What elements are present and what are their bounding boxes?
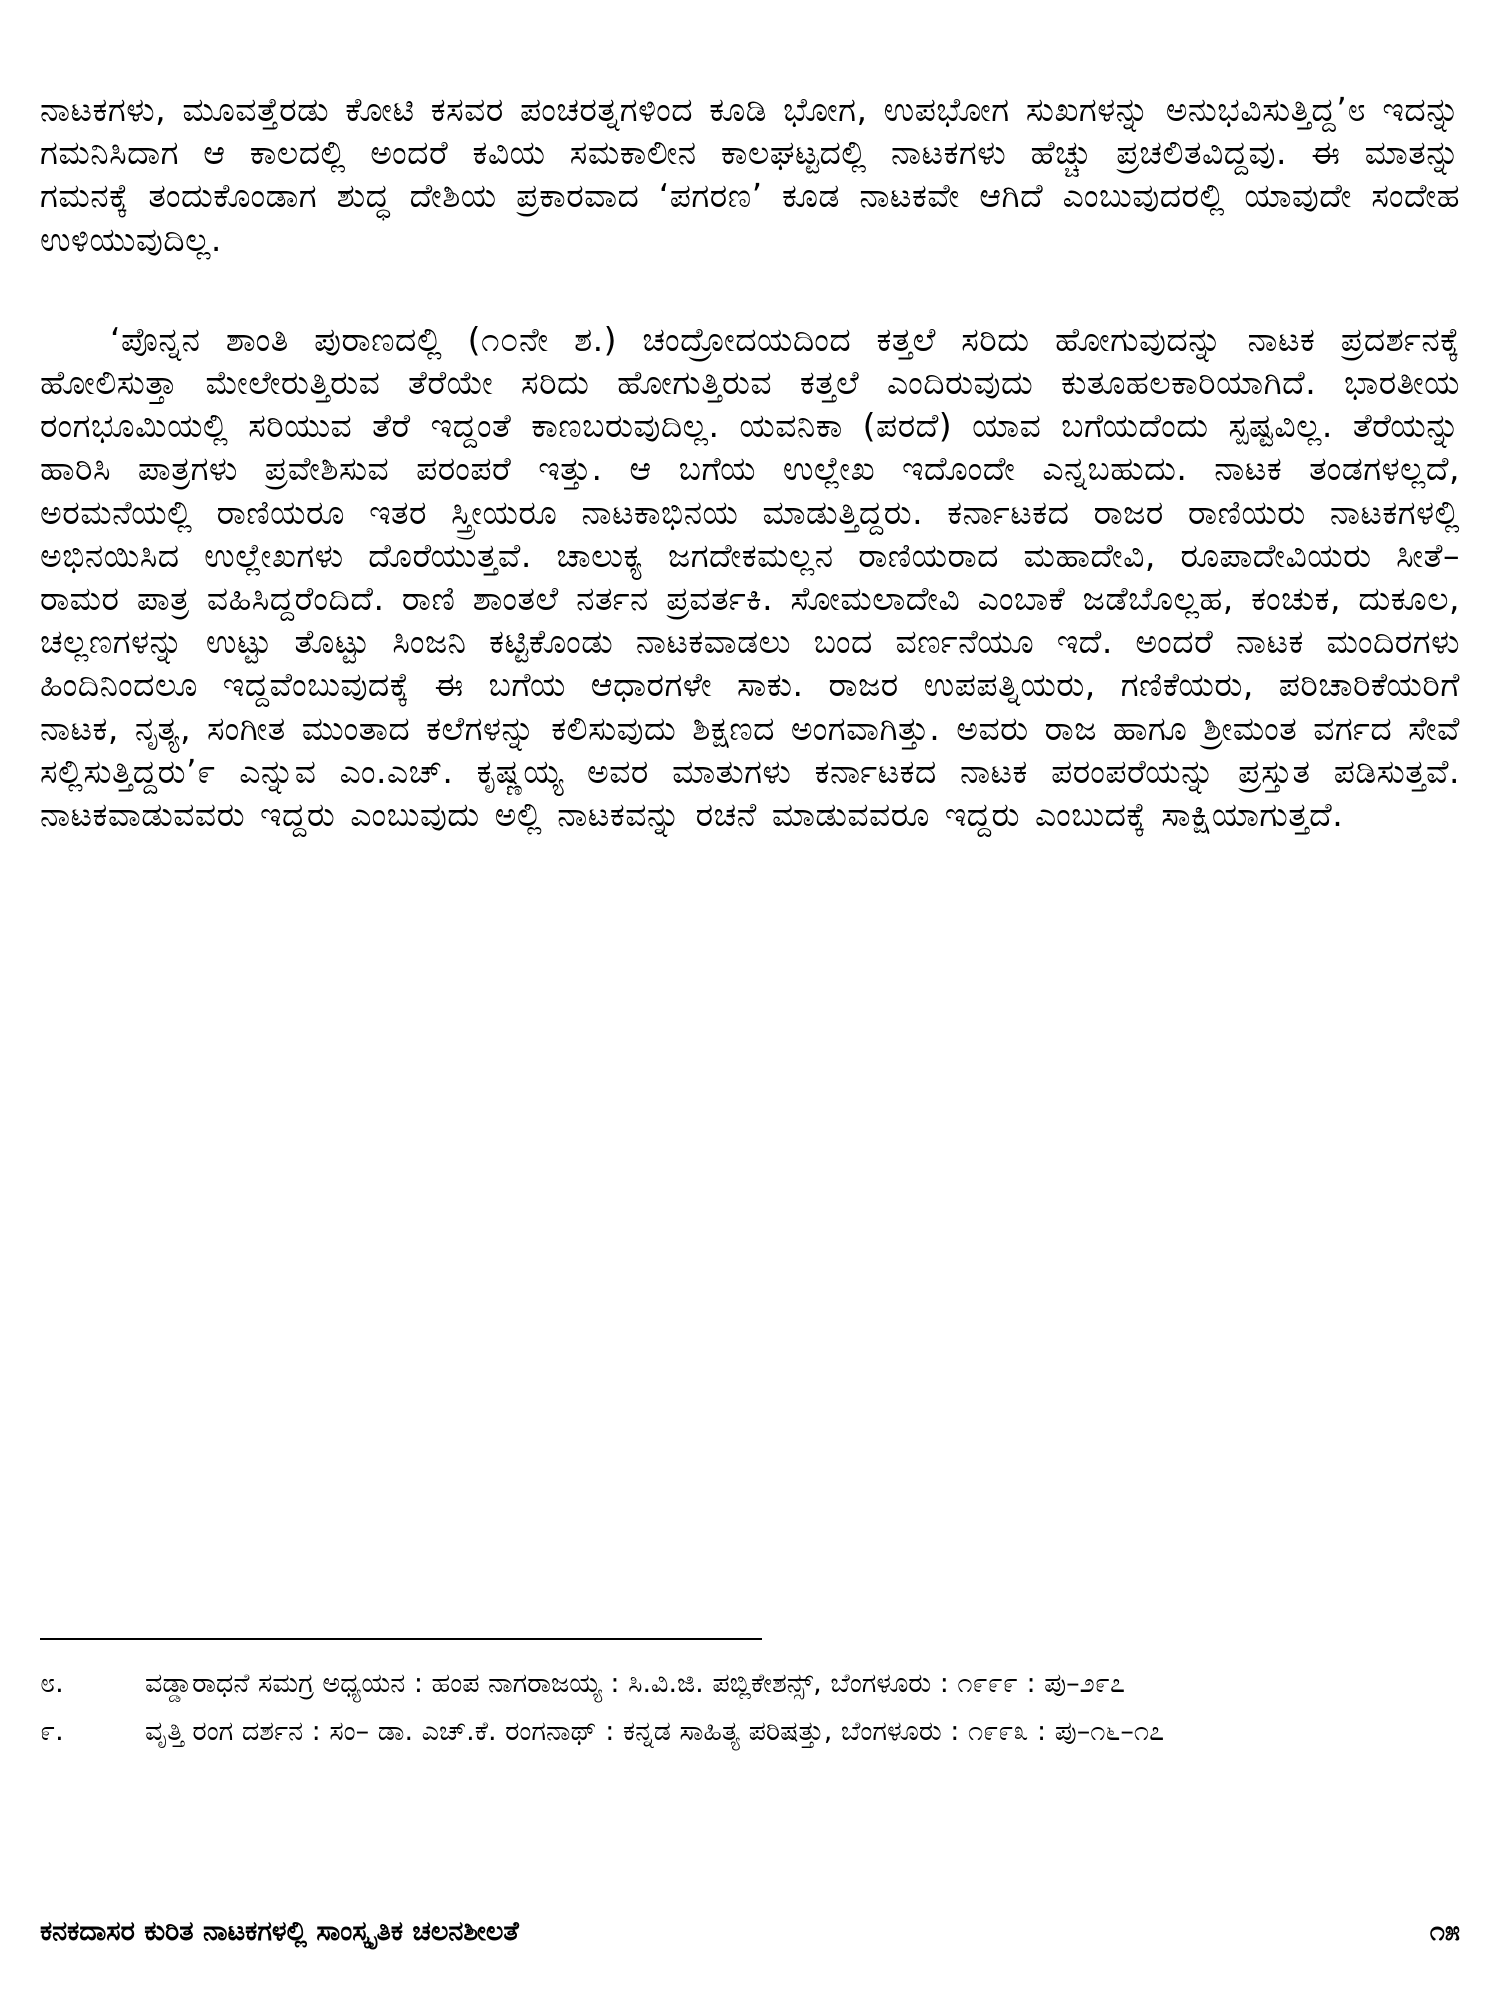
footnote-item	[40, 1665, 1460, 1703]
footnote-item	[40, 1713, 1460, 1751]
footnote-separator	[40, 1638, 762, 1640]
footnotes	[40, 1665, 1460, 1761]
main-text	[40, 88, 1460, 836]
footnote-number: ೯.	[40, 1716, 64, 1747]
running-title: ಕನಕದಾಸರ ಕುರಿತ ನಾಟಕಗಳಲ್ಲಿ ಸಾಂಸ್ಕೃತಿಕ ಚಲನಶೀಲತೆ	[40, 1916, 519, 1947]
page-number: ೧೫	[1429, 1916, 1460, 1947]
footnote-text: ವೃತ್ತಿ ರಂಗ ದರ್ಶನ : ಸಂ– ಡಾ. ಎಚ್.ಕೆ. ರಂಗನಾಥ್ : ಕನ್ನಡ ಸಾಹಿತ್ಯ ಪರಿಷತ್ತು, ಬೆಂಗಳೂರು : ೧೯೯೩ : ಪು–೧೬–೧೭	[145, 1716, 1165, 1747]
paragraph-2: ‘ಪೊನ್ನನ ಶಾಂತಿ ಪುರಾಣದಲ್ಲಿ (೧೦ನೇ ಶ.) ಚಂದ್ರೋದಯದಿಂದ ಕತ್ತಲೆ ಸರಿದು ಹೋಗುವುದನ್ನು ನಾಟಕ ಪ್ರದರ್ಶನಕ್ಕೆ ಹೋಲಿಸುತ್ತಾ ಮೇಲೇರುತ್ತಿರುವ ತೆರೆಯೇ ಸರಿದು ಹೋಗುತ್ತಿರುವ ಕತ್ತಲೆ ಎಂದಿರುವುದು ಕುತೂಹಲಕಾರಿಯಾಗಿದೆ. ಭಾರತೀಯ ರಂಗಭೂಮಿಯಲ್ಲಿ ಸರಿಯುವ ತೆರೆ ಇದ್ದಂತೆ ಕಾಣಬರುವುದಿಲ್ಲ. ಯವನಿಕಾ (ಪರದೆ) ಯಾವ ಬಗೆಯದೆಂದು ಸ್ಪಷ್ಟವಿಲ್ಲ. ತೆರೆಯನ್ನು ಹಾರಿಸಿ ಪಾತ್ರಗಳು ಪ್ರವೇಶಿಸುವ ಪರಂಪರೆ ಇತ್ತು. ಆ ಬಗೆಯ ಉಲ್ಲೇಖ ಇದೊಂದೇ ಎನ್ನಬಹುದು. ನಾಟಕ ತಂಡಗಳಲ್ಲದೆ, ಅರಮನೆಯಲ್ಲಿ ರಾಣಿಯರೂ ಇತರ ಸ್ತ್ರೀಯರೂ ನಾಟಕಾಭಿನಯ ಮಾಡುತ್ತಿದ್ದರು. ಕರ್ನಾಟಕದ ರಾಜರ ರಾಣಿಯರು ನಾಟಕಗಳಲ್ಲಿ ಅಭಿನಯಿಸಿದ ಉಲ್ಲೇಖಗಳು ದೊರೆಯುತ್ತವೆ. ಚಾಲುಕ್ಯ ಜಗದೇಕಮಲ್ಲನ ರಾಣಿಯರಾದ ಮಹಾದೇವಿ, ರೂಪಾದೇವಿಯರು ಸೀತೆ–ರಾಮರ ಪಾತ್ರ ವಹಿಸಿದ್ದರೆಂದಿದೆ. ರಾಣಿ ಶಾಂತಲೆ ನರ್ತನ ಪ್ರವರ್ತಕಿ. ಸೋಮಲಾದೇವಿ ಎಂಬಾಕೆ ಜಡೆಬೊಲ್ಲಹ, ಕಂಚುಕ, ದುಕೂಲ, ಚಲ್ಲಣಗಳನ್ನು ಉಟ್ಟು ತೊಟ್ಟು ಸಿಂಜನಿ ಕಟ್ಟಿಕೊಂಡು ನಾಟಕವಾಡಲು ಬಂದ ವರ್ಣನೆಯೂ ಇದೆ. ಅಂದರೆ ನಾಟಕ ಮಂದಿರಗಳು ಹಿಂದಿನಿಂದಲೂ ಇದ್ದವೆಂಬುವುದಕ್ಕೆ ಈ ಬಗೆಯ ಆಧಾರಗಳೇ ಸಾಕು. ರಾಜರ ಉಪಪತ್ನಿಯರು, ಗಣಿಕೆಯರು, ಪರಿಚಾರಿಕೆಯರಿಗೆ ನಾಟಕ, ನೃತ್ಯ, ಸಂಗೀತ ಮುಂತಾದ ಕಲೆಗಳನ್ನು ಕಲಿಸುವುದು ಶಿಕ್ಷಣದ ಅಂಗವಾಗಿತ್ತು. ಅವರು ರಾಜ ಹಾಗೂ ಶ್ರೀಮಂತ ವರ್ಗದ ಸೇವೆ ಸಲ್ಲಿಸುತ್ತಿದ್ದರು’೯ ಎನ್ನುವ ಎಂ.ಎಚ್. ಕೃಷ್ಣಯ್ಯ ಅವರ ಮಾತುಗಳು ಕರ್ನಾಟಕದ ನಾಟಕ ಪರಂಪರೆಯನ್ನು ಪ್ರಸ್ತುತ ಪಡಿಸುತ್ತವೆ. ನಾಟಕವಾಡುವವರು ಇದ್ದರು ಎಂಬುವುದು ಅಲ್ಲಿ ನಾಟಕವನ್ನು ರಚನೆ ಮಾಡುವವರೂ ಇದ್ದರು ಎಂಬುದಕ್ಕೆ ಸಾಕ್ಷಿಯಾಗುತ್ತದೆ.	[40, 319, 1460, 835]
footnote-text: ವಡ್ಡಾರಾಧನೆ ಸಮಗ್ರ ಅಧ್ಯಯನ : ಹಂಪ ನಾಗರಾಜಯ್ಯ : ಸಿ.ವಿ.ಜಿ. ಪಬ್ಲಿಕೇಶನ್ಸ್, ಬೆಂಗಳೂರು : ೧೯೯೯ : ಪು–೨೯೭	[145, 1668, 1126, 1699]
paragraph-1: ನಾಟಕಗಳು, ಮೂವತ್ತೆರಡು ಕೋಟಿ ಕಸವರ ಪಂಚರತ್ನಗಳಿಂದ ಕೂಡಿ ಭೋಗ, ಉಪಭೋಗ ಸುಖಗಳನ್ನು ಅನುಭವಿಸುತ್ತಿದ್ದ’೮ ಇದನ್ನು ಗಮನಿಸಿದಾಗ ಆ ಕಾಲದಲ್ಲಿ ಅಂದರೆ ಕವಿಯ ಸಮಕಾಲೀನ ಕಾಲಘಟ್ಟದಲ್ಲಿ ನಾಟಕಗಳು ಹೆಚ್ಚು ಪ್ರಚಲಿತವಿದ್ದವು. ಈ ಮಾತನ್ನು ಗಮನಕ್ಕೆ ತಂದುಕೊಂಡಾಗ ಶುದ್ಧ ದೇಶಿಯ ಪ್ರಕಾರವಾದ ‘ಪಗರಣ’ ಕೂಡ ನಾಟಕವೇ ಆಗಿದೆ ಎಂಬುವುದರಲ್ಲಿ ಯಾವುದೇ ಸಂದೇಹ ಉಳಿಯುವುದಿಲ್ಲ.	[40, 90, 1460, 259]
footnote-number: ೮.	[40, 1668, 64, 1699]
running-footer	[40, 1916, 1460, 1948]
